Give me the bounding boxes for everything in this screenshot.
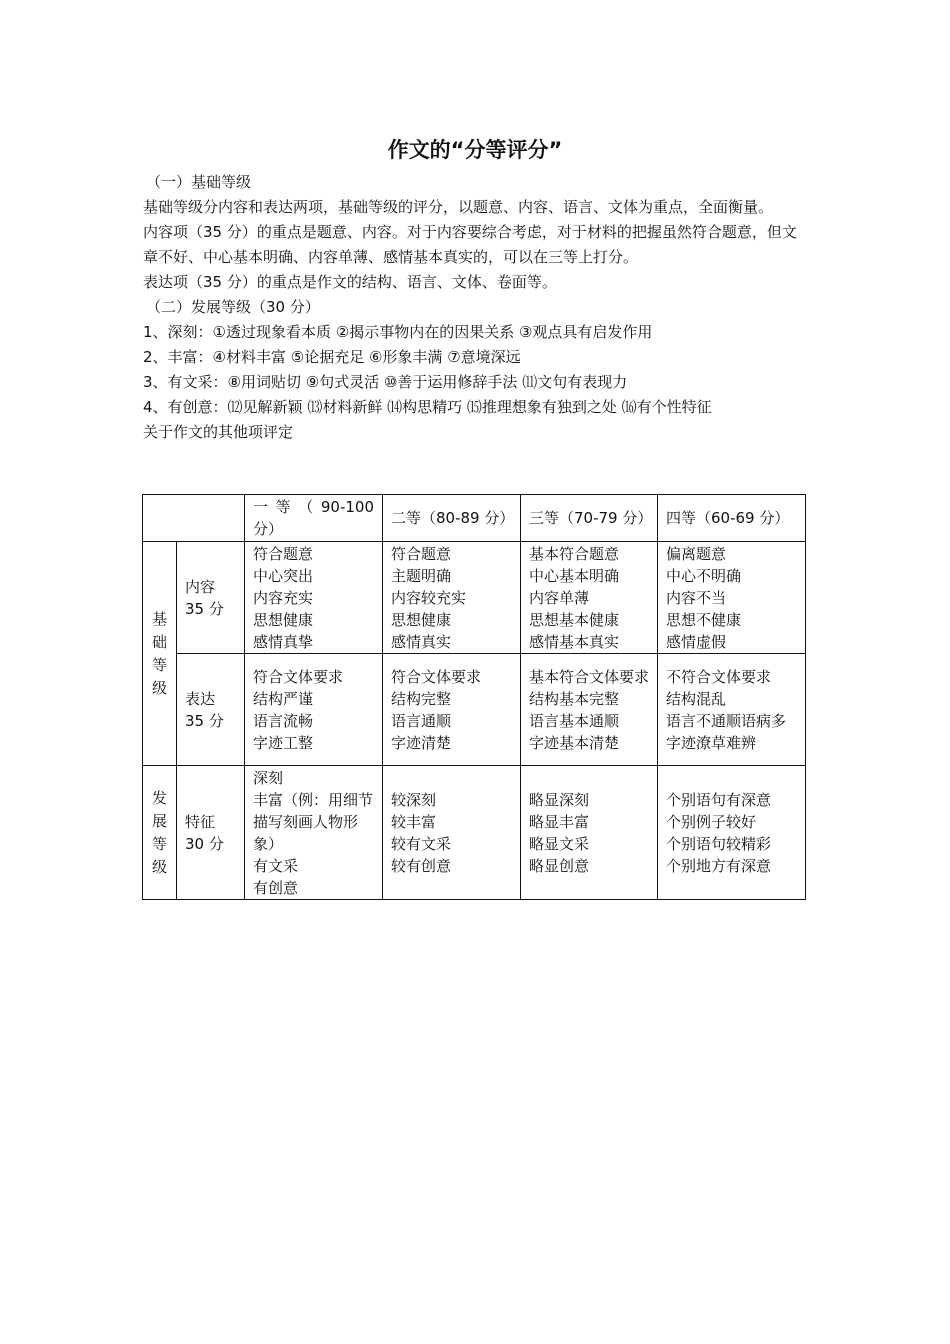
table-cell: 符合题意 主题明确 内容较充实 思想健康 感情真实	[383, 542, 521, 654]
paragraph-content-item: 内容项（35 分）的重点是题意、内容。对于内容要综合考虑，对于材料的把握虽然符合题意，但文章不好、中心基本明确、内容单薄、感情基本真实的，可以在三等上打分。	[143, 223, 797, 266]
table-row	[143, 654, 806, 766]
section-heading-basic: （一）基础等级	[146, 173, 252, 191]
table-cell: 个别语句有深意 个别例子较好 个别语句较精彩 个别地方有深意	[658, 766, 806, 900]
criterion-richness: 2、丰富：④材料丰富 ⑤论据充足 ⑥形象丰满 ⑦意境深远	[143, 348, 521, 366]
table-cell: 符合文体要求 结构严谨 语言流畅 字迹工整	[245, 654, 383, 766]
table-row	[143, 542, 806, 654]
table-header-row	[143, 495, 806, 542]
paragraph-other-items: 关于作文的其他项评定	[143, 423, 294, 441]
table-cell: 符合文体要求 结构完整 语言通顺 字迹清楚	[383, 654, 521, 766]
header-grade-3: 三等（70-79 分）	[521, 495, 658, 542]
row-label-content: 内容 35 分	[177, 542, 245, 654]
document-title: 作文的“分等评分”	[387, 138, 563, 162]
header-grade-4: 四等（60-69 分）	[658, 495, 806, 542]
row-label-expression: 表达 35 分	[177, 654, 245, 766]
row-label-features: 特征 30 分	[177, 766, 245, 900]
section-heading-development: （二）发展等级（30 分）	[146, 298, 320, 316]
table-cell: 不符合文体要求 结构混乱 语言不通顺语病多 字迹潦草难辨	[658, 654, 806, 766]
table-row	[143, 766, 806, 900]
paragraph-expression-item: 表达项（35 分）的重点是作文的结构、语言、文体、卷面等。	[143, 273, 557, 291]
table-cell: 符合题意 中心突出 内容充实 思想健康 感情真挚	[245, 542, 383, 654]
table-cell: 基本符合文体要求 结构基本完整 语言基本通顺 字迹基本清楚	[521, 654, 658, 766]
paragraph-basic-grade: 基础等级分内容和表达两项，基础等级的评分，以题意、内容、语言、文体为重点，全面衡量。	[143, 198, 774, 216]
header-grade-1: 一等（90-100 分）	[245, 495, 383, 542]
table-cell: 基本符合题意 中心基本明确 内容单薄 思想基本健康 感情基本真实	[521, 542, 658, 654]
group-label-basic: 基础等级	[143, 542, 177, 766]
document-body	[143, 130, 807, 445]
scoring-table	[142, 494, 806, 900]
criterion-creativity: 4、有创意：⑿见解新颖 ⒀材料新鲜 ⒁构思精巧 ⒂推理想象有独到之处 ⒃有个性特征	[143, 398, 712, 416]
table-corner-cell	[143, 495, 245, 542]
table-cell: 深刻 丰富（例：用细节描写刻画人物形象） 有文采 有创意	[245, 766, 383, 900]
table-cell: 略显深刻 略显丰富 略显文采 略显创意	[521, 766, 658, 900]
table-cell: 偏离题意 中心不明确 内容不当 思想不健康 感情虚假	[658, 542, 806, 654]
header-grade-2: 二等（80-89 分）	[383, 495, 521, 542]
criterion-depth: 1、深刻：①透过现象看本质 ②揭示事物内在的因果关系 ③观点具有启发作用	[143, 323, 653, 341]
criterion-literary-grace: 3、有文采：⑧用词贴切 ⑨句式灵活 ⑩善于运用修辞手法 ⑾文句有表现力	[143, 373, 628, 391]
table-cell: 较深刻 较丰富 较有文采 较有创意	[383, 766, 521, 900]
group-label-development: 发展等级	[143, 766, 177, 900]
